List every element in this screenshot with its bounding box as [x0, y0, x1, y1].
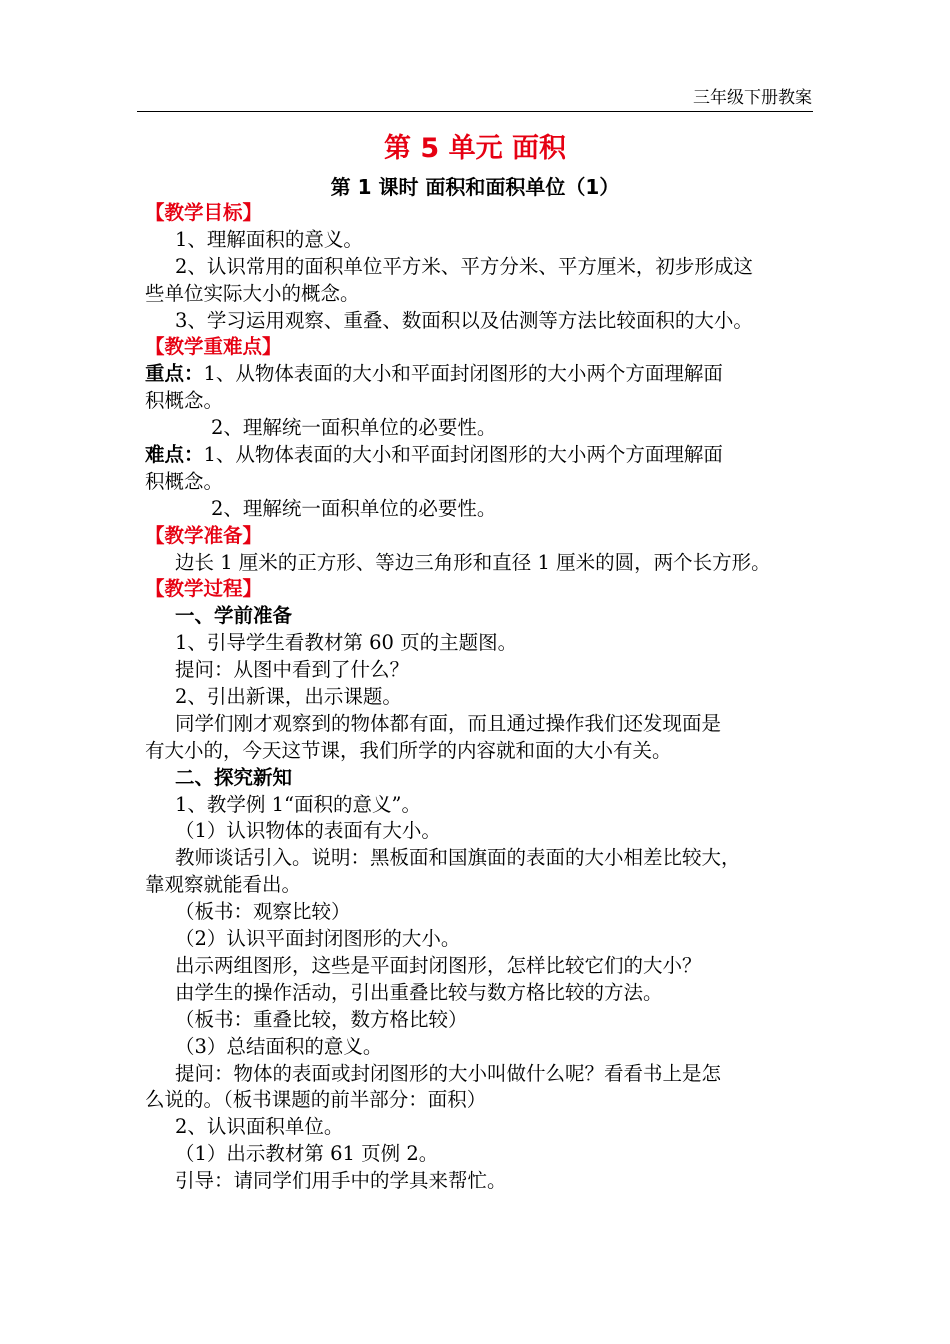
paragraph-line: 靠观察就能看出。 — [145, 873, 302, 897]
paragraph-line: 2、认识面积单位。 — [175, 1115, 344, 1139]
paragraph-line: 提问：物体的表面或封闭图形的大小叫做什么呢？看看书上是怎 — [175, 1061, 722, 1085]
paragraph-line: 出示两组图形，这些是平面封闭图形，怎样比较它们的大小？ — [175, 953, 702, 977]
part-title: 二、探究新知 — [175, 765, 293, 789]
goal-item: 1、理解面积的意义。 — [175, 227, 363, 251]
paragraph-line: 有大小的，今天这节课，我们所学的内容就和面的大小有关。 — [145, 738, 672, 762]
paragraph-line: （板书：重叠比较，数方格比较） — [175, 1007, 468, 1031]
unit-title: 第 5 单元 面积 — [384, 133, 566, 164]
header-divider — [137, 111, 813, 112]
paragraph-line: （2）认识平面封闭图形的大小。 — [175, 927, 461, 951]
paragraph-line: 么说的。（板书课题的前半部分：面积） — [145, 1088, 487, 1112]
difficulty-label: 难点： — [145, 443, 204, 467]
lesson-body — [145, 200, 825, 1195]
paragraph-line: 提问：从图中看到了什么？ — [175, 658, 410, 682]
paragraph-line: （1）认识物体的表面有大小。 — [175, 819, 441, 843]
paragraph-line: （1）出示教材第 61 页例 2。 — [175, 1142, 439, 1166]
section-heading-goals: 【教学目标】 — [145, 201, 263, 224]
goal-item: 3、学习运用观察、重叠、数面积以及估测等方法比较面积的大小。 — [175, 308, 753, 332]
difficulty-continuation: 积概念。 — [145, 469, 224, 493]
section-heading-process: 【教学过程】 — [145, 577, 263, 601]
paragraph-line: 同学们刚才观察到的物体都有面，而且通过操作我们还发现面是 — [175, 711, 722, 735]
paragraph-line: 1、引导学生看教材第 60 页的主题图。 — [175, 631, 518, 655]
difficulty-text: 1、从物体表面的大小和平面封闭图形的大小两个方面理解面 — [203, 443, 723, 467]
key-point-text: 2、理解统一面积单位的必要性。 — [211, 416, 497, 440]
lesson-title: 第 1 课时 面积和面积单位（1） — [330, 175, 620, 199]
paragraph-line: 2、引出新课，出示课题。 — [175, 685, 402, 709]
running-header: 三年级下册教案 — [693, 88, 812, 108]
difficulty-text: 2、理解统一面积单位的必要性。 — [211, 496, 497, 520]
paragraph-line: 教师谈话引入。说明：黑板面和国旗面的表面的大小相差比较大， — [175, 846, 741, 870]
goal-item: 2、认识常用的面积单位平方米、平方分米、平方厘米，初步形成这 — [175, 254, 753, 278]
part-title: 一、学前准备 — [175, 604, 293, 628]
paragraph-line: （3）总结面积的意义。 — [175, 1034, 383, 1058]
paragraph-line: 引导：请同学们用手中的学具来帮忙。 — [175, 1169, 507, 1193]
key-point-line — [145, 361, 825, 388]
difficulty-line — [145, 442, 825, 469]
section-heading-prep: 【教学准备】 — [145, 523, 263, 547]
paragraph-line: 由学生的操作活动，引出重叠比较与数方格比较的方法。 — [175, 980, 663, 1004]
paragraph-line: （板书：观察比较） — [175, 900, 351, 924]
key-point-label: 重点： — [145, 362, 204, 386]
section-heading-key-points: 【教学重难点】 — [145, 335, 282, 359]
key-point-continuation: 积概念。 — [145, 389, 224, 413]
paragraph-line: 1、教学例 1“面积的意义”。 — [175, 792, 421, 816]
prep-text: 边长 1 厘米的正方形、等边三角形和直径 1 厘米的圆，两个长方形。 — [175, 550, 771, 574]
goal-item-continuation: 些单位实际大小的概念。 — [145, 281, 360, 305]
key-point-text: 1、从物体表面的大小和平面封闭图形的大小两个方面理解面 — [203, 362, 723, 386]
